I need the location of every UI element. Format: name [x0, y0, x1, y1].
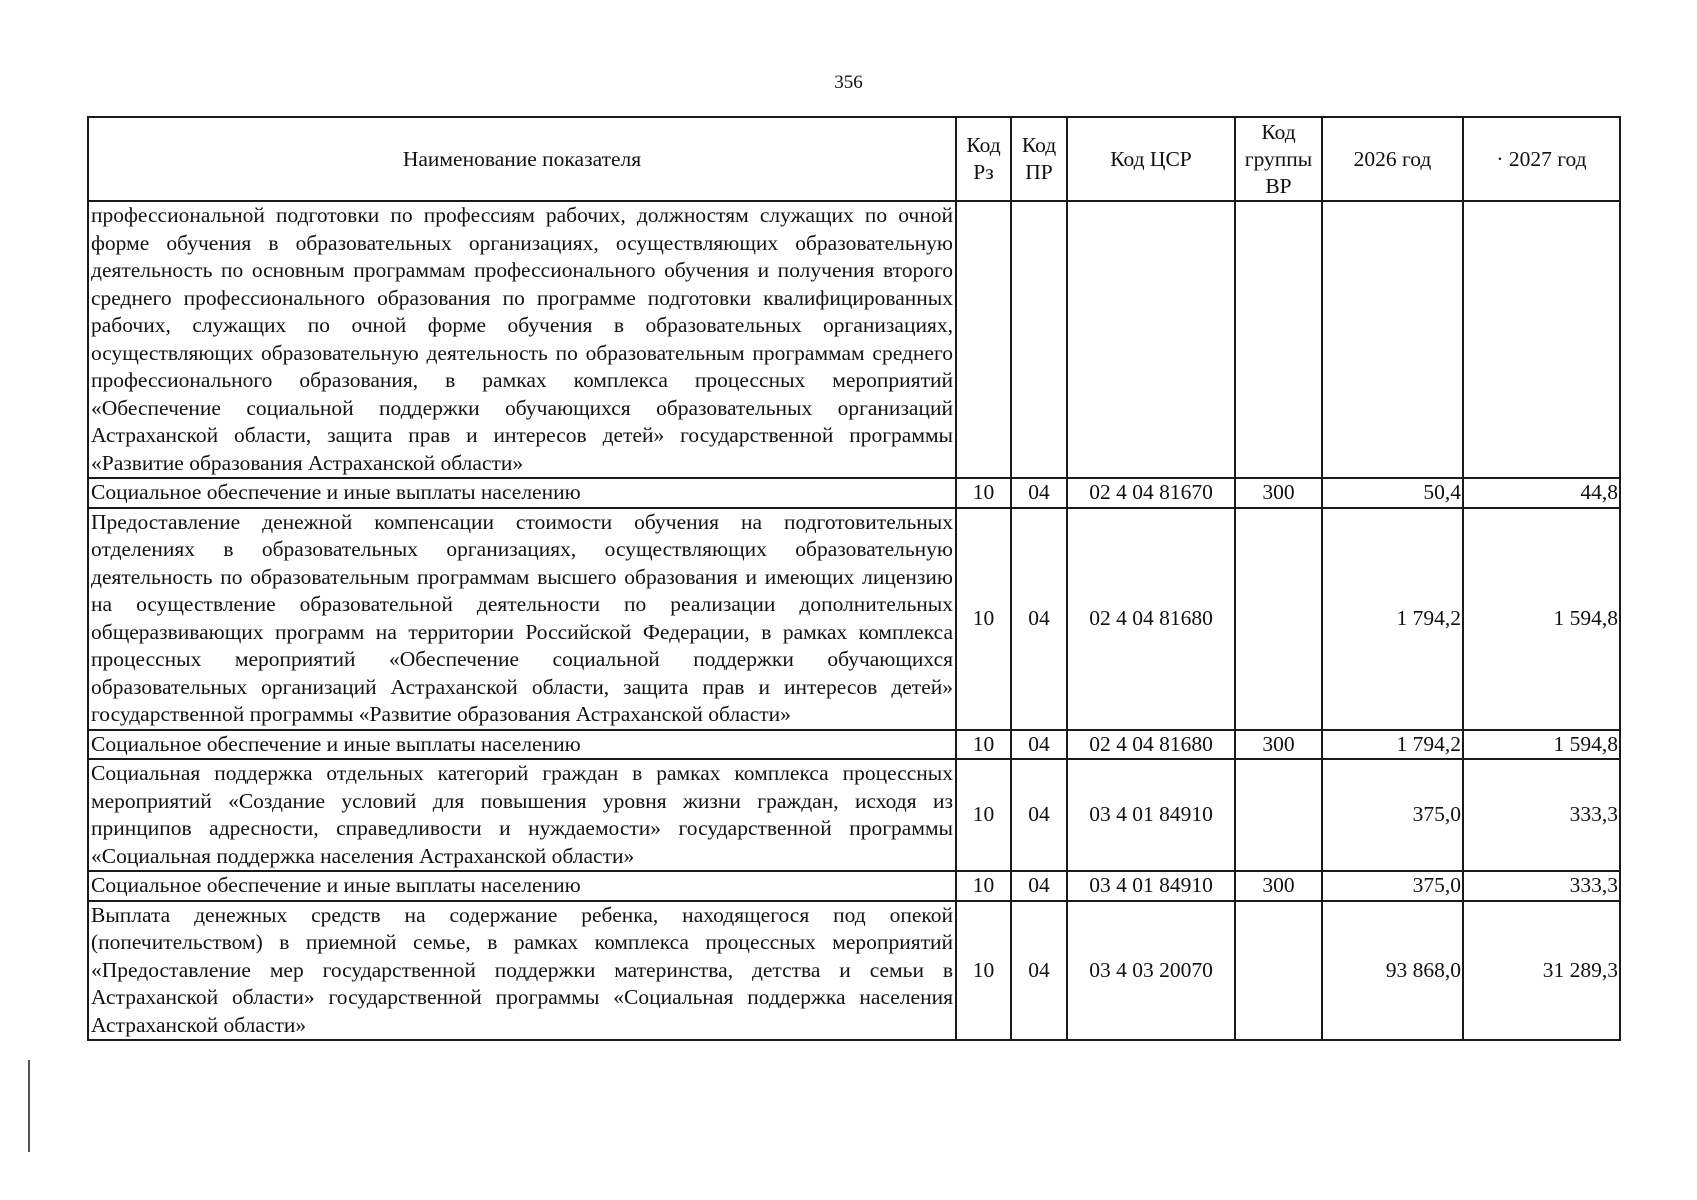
header-rz: Код Рз — [956, 117, 1011, 201]
header-csr: Код ЦСР — [1067, 117, 1235, 201]
value-2027: 1 594,8 — [1463, 508, 1620, 730]
value-2026: 1 794,2 — [1322, 508, 1463, 730]
code-rz: 10 — [956, 901, 1011, 1041]
value-2026: 375,0 — [1322, 871, 1463, 901]
value-2027: 31 289,3 — [1463, 901, 1620, 1041]
code-vr — [1235, 901, 1322, 1041]
code-csr — [1067, 201, 1235, 478]
code-vr — [1235, 201, 1322, 478]
code-pr: 04 — [1011, 759, 1067, 871]
code-csr: 03 4 01 84910 — [1067, 871, 1235, 901]
code-vr — [1235, 508, 1322, 730]
code-rz: 10 — [956, 730, 1011, 760]
table-row — [88, 759, 1620, 871]
code-vr: 300 — [1235, 871, 1322, 901]
table-header-row — [88, 117, 1620, 201]
value-2026: 1 794,2 — [1322, 730, 1463, 760]
table-row — [88, 508, 1620, 730]
value-2026 — [1322, 201, 1463, 478]
value-2027 — [1463, 201, 1620, 478]
code-rz: 10 — [956, 759, 1011, 871]
header-2027: · 2027 год — [1463, 117, 1620, 201]
value-2027: 333,3 — [1463, 759, 1620, 871]
value-2027: 44,8 — [1463, 478, 1620, 508]
indicator-name: Социальное обеспечение и иные выплаты населению — [88, 871, 956, 901]
code-csr: 02 4 04 81680 — [1067, 508, 1235, 730]
code-rz: 10 — [956, 478, 1011, 508]
code-csr: 03 4 01 84910 — [1067, 759, 1235, 871]
code-vr: 300 — [1235, 730, 1322, 760]
value-2027: 333,3 — [1463, 871, 1620, 901]
indicator-name: Социальное обеспечение и иные выплаты населению — [88, 730, 956, 760]
header-vr: Код группы ВР — [1235, 117, 1322, 201]
value-2027: 1 594,8 — [1463, 730, 1620, 760]
code-pr: 04 — [1011, 478, 1067, 508]
page-number: 356 — [834, 72, 863, 93]
header-name: Наименование показателя — [88, 117, 956, 201]
code-pr: 04 — [1011, 508, 1067, 730]
value-2026: 93 868,0 — [1322, 901, 1463, 1041]
code-vr — [1235, 759, 1322, 871]
table-row — [88, 901, 1620, 1041]
code-csr: 02 4 04 81680 — [1067, 730, 1235, 760]
code-rz: 10 — [956, 871, 1011, 901]
table-row — [88, 478, 1620, 508]
scan-margin-line — [28, 1060, 30, 1152]
indicator-name: Выплата денежных средств на содержание ребенка, находящегося под опекой (попечительством) в приемной семье, в рамках комплекса процессных мероприятий «Предоставление мер государственной поддержки материнства, детства и семьи в Астраханской области» государственной программы «Социальная поддержка населения Астраханской области» — [88, 901, 956, 1041]
table-row — [88, 201, 1620, 478]
indicator-name: профессиональной подготовки по профессиям рабочих, должностям служащих по очной форме обучения в образовательных организациях, осуществляющих образовательную деятельность по основным программам профессионального обучения и получения второго среднего профессионального образования по программе подготовки квалифицированных рабочих, служащих по очной форме обучения в образовательных организациях, осуществляющих образовательную деятельность по образовательным программам среднего профессионального образования, в рамках комплекса процессных мероприятий «Обеспечение социальной поддержки обучающихся образовательных организаций Астраханской области, защита прав и интересов детей» государственной программы «Развитие образования Астраханской области» — [88, 201, 956, 478]
code-pr — [1011, 201, 1067, 478]
code-rz — [956, 201, 1011, 478]
table-row — [88, 871, 1620, 901]
code-pr: 04 — [1011, 871, 1067, 901]
header-2026: 2026 год — [1322, 117, 1463, 201]
budget-table — [87, 116, 1621, 1041]
value-2026: 375,0 — [1322, 759, 1463, 871]
value-2026: 50,4 — [1322, 478, 1463, 508]
code-vr: 300 — [1235, 478, 1322, 508]
indicator-name: Предоставление денежной компенсации стоимости обучения на подготовительных отделениях в образовательных организациях, осуществляющих образовательную деятельность по образовательным программам высшего образования и имеющих лицензию на осуществление образовательной деятельности по реализации дополнительных общеразвивающих программ на территории Российской Федерации, в рамках комплекса процессных мероприятий «Обеспечение социальной поддержки обучающихся образовательных организаций Астраханской области, защита прав и интересов детей» государственной программы «Развитие образования Астраханской области» — [88, 508, 956, 730]
table-row — [88, 730, 1620, 760]
header-pr: Код ПР — [1011, 117, 1067, 201]
code-csr: 02 4 04 81670 — [1067, 478, 1235, 508]
indicator-name: Социальное обеспечение и иные выплаты населению — [88, 478, 956, 508]
code-pr: 04 — [1011, 730, 1067, 760]
code-csr: 03 4 03 20070 — [1067, 901, 1235, 1041]
code-pr: 04 — [1011, 901, 1067, 1041]
indicator-name: Социальная поддержка отдельных категорий граждан в рамках комплекса процессных мероприятий «Создание условий для повышения уровня жизни граждан, исходя из принципов адресности, справедливости и нуждаемости» государственной программы «Социальная поддержка населения Астраханской области» — [88, 759, 956, 871]
code-rz: 10 — [956, 508, 1011, 730]
